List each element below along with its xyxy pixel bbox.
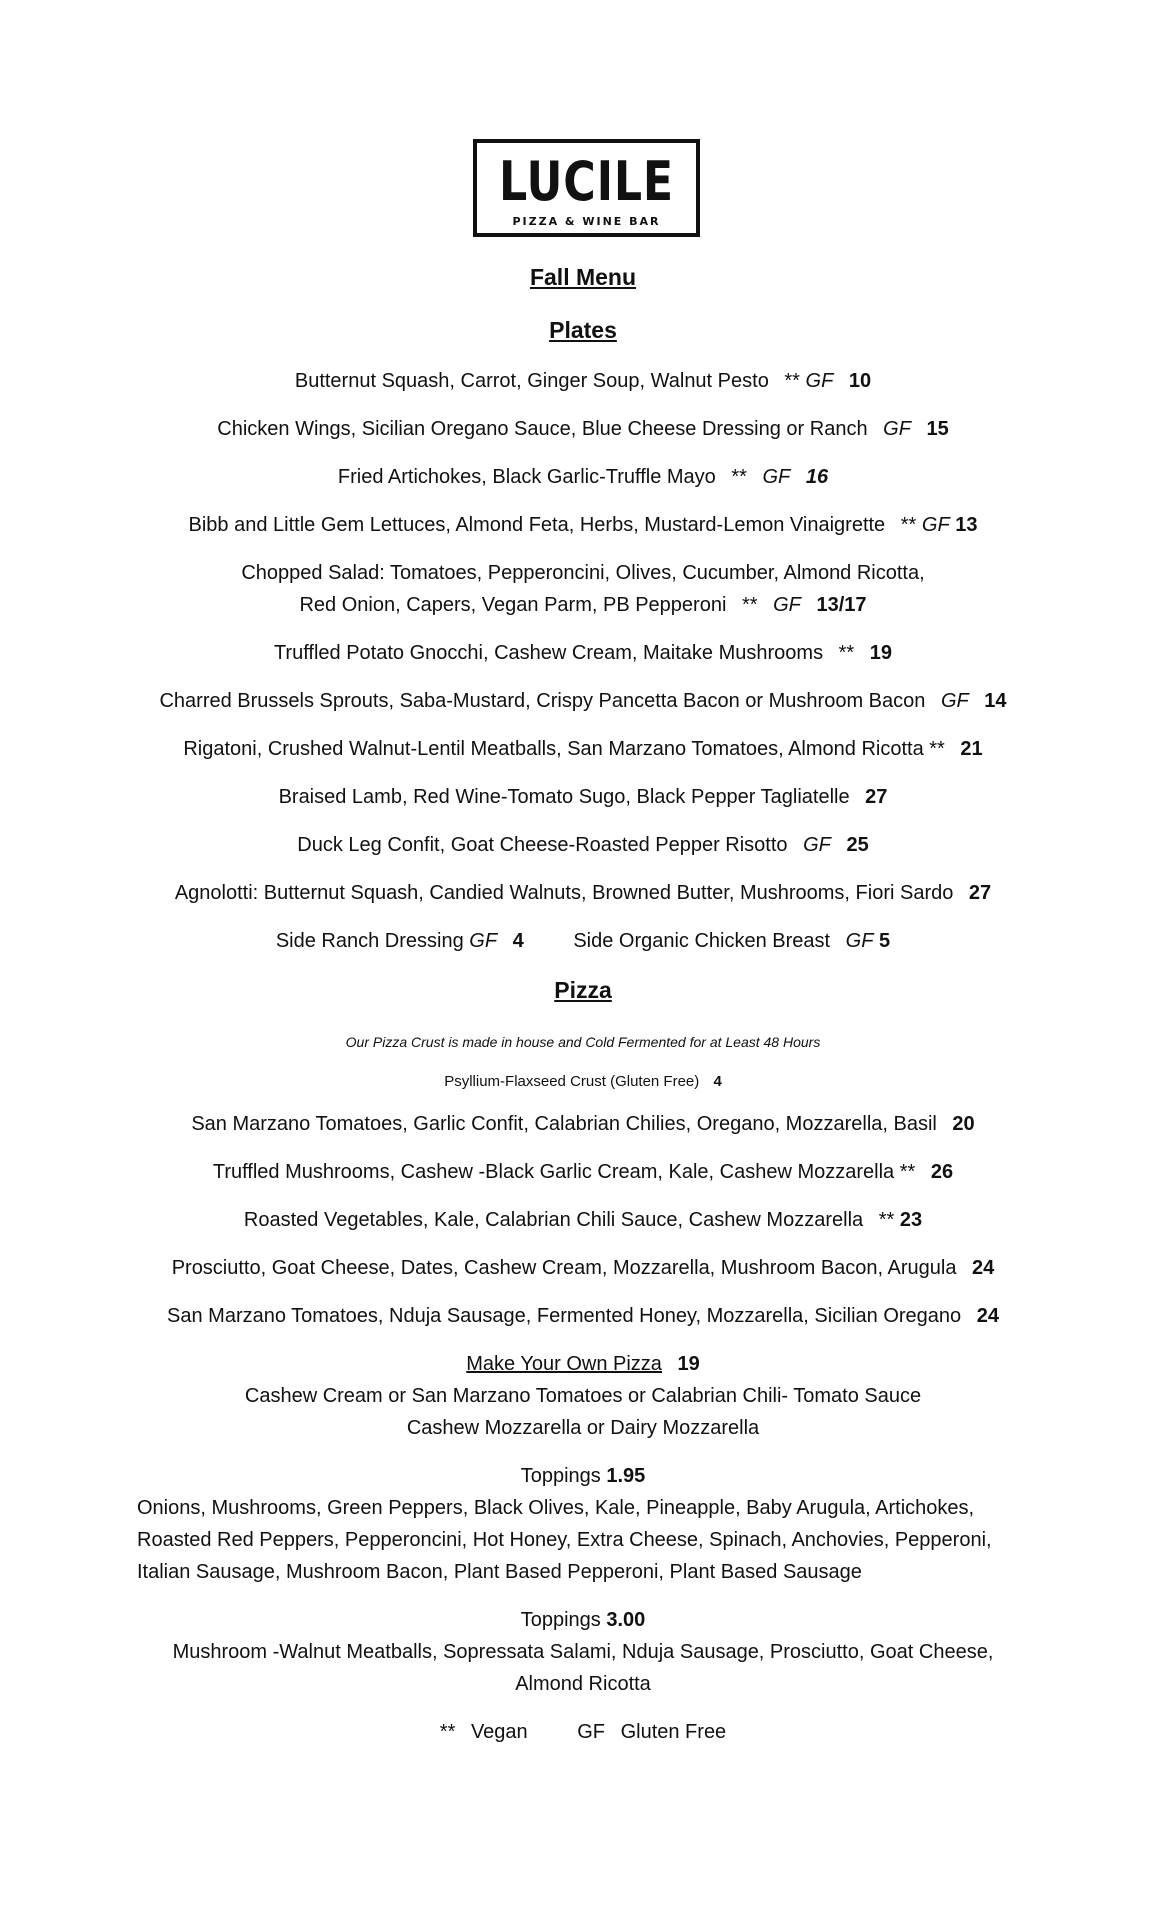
gf-mark: GF: [803, 834, 831, 856]
item-name: Truffled Mushrooms, Cashew -Black Garlic Cream, Kale, Cashew Mozzarella: [212, 1161, 895, 1183]
toppings-tier-1-line: Roasted Red Peppers, Pepperoncini, Hot Honey, Extra Cheese, Spinach, Anchovies, Pepperoni,: [137, 1529, 992, 1551]
side-price: 5: [879, 930, 891, 952]
vegan-mark: **: [929, 738, 945, 760]
item-price: 14: [984, 690, 1007, 712]
plate-item: [0, 465, 1166, 489]
toppings-price: 3.00: [606, 1609, 646, 1631]
gf-mark: GF: [845, 930, 874, 952]
item-price: 16: [805, 466, 829, 488]
item-price: 19: [869, 642, 893, 664]
vegan-mark: **: [900, 514, 917, 536]
item-name: Chicken Wings, Sicilian Oregano Sauce, Blue Cheese Dressing or Ranch: [217, 418, 868, 440]
plate-item: [0, 641, 1166, 665]
plate-item-line1: [0, 561, 1166, 585]
item-price: 20: [952, 1113, 975, 1135]
pizza-item: [0, 1256, 1166, 1280]
vegan-mark: **: [838, 642, 855, 664]
vegan-mark: **: [784, 370, 800, 392]
item-name: Butternut Squash, Carrot, Ginger Soup, Walnut Pesto: [294, 370, 769, 392]
sides-row: [0, 929, 1166, 953]
plate-item: [0, 369, 1166, 393]
side-name: Side Ranch Dressing: [275, 930, 464, 952]
plate-item: [0, 737, 1166, 761]
logo-name: LUCILE: [499, 150, 674, 213]
make-your-own-title: [0, 1352, 1166, 1376]
item-name: Truffled Potato Gnocchi, Cashew Cream, Maitake Mushrooms: [273, 642, 824, 664]
toppings-tier-1-line: Onions, Mushrooms, Green Peppers, Black Olives, Kale, Pineapple, Baby Arugula, Artichokes,: [137, 1497, 975, 1519]
item-name: San Marzano Tomatoes, Nduja Sausage, Fermented Honey, Mozzarella, Sicilian Oregano: [167, 1305, 962, 1327]
make-your-own-label: Make Your Own Pizza: [466, 1353, 662, 1375]
gf-mark: GF: [773, 594, 801, 616]
plate-item: [0, 513, 1166, 537]
item-name: Braised Lamb, Red Wine-Tomato Sugo, Black Pepper Tagliatelle: [278, 786, 850, 808]
vegan-mark: **: [899, 1161, 916, 1183]
item-price: 13/17: [816, 594, 867, 616]
toppings-tier-1-line: Italian Sausage, Mushroom Bacon, Plant Based Pepperoni, Plant Based Sausage: [137, 1561, 862, 1583]
pizza-heading: Pizza: [554, 977, 612, 1003]
pizza-item: [0, 1208, 1166, 1232]
plate-item: [0, 833, 1166, 857]
item-name: Prosciutto, Goat Cheese, Dates, Cashew Cream, Mozzarella, Mushroom Bacon, Arugula: [171, 1257, 957, 1279]
item-name: Red Onion, Capers, Vegan Parm, PB Pepperoni: [299, 594, 727, 616]
toppings-tier-2-header: [0, 1608, 1166, 1632]
pizza-crust-note: Our Pizza Crust is made in house and Cold Fermented for at Least 48 Hours: [345, 1034, 821, 1050]
toppings-tier-2-line: Mushroom -Walnut Meatballs, Sopressata Salami, Nduja Sausage, Prosciutto, Goat Cheese,: [172, 1641, 994, 1663]
crust-name: Psyllium-Flaxseed Crust (Gluten Free): [444, 1073, 700, 1090]
plate-item: [0, 881, 1166, 905]
gf-symbol: GF: [577, 1721, 606, 1743]
item-price: 25: [846, 834, 869, 856]
plates-heading: Plates: [549, 317, 617, 343]
gf-mark: GF: [883, 418, 911, 440]
logo-subtitle: PIZZA & WINE BAR: [512, 215, 661, 228]
item-name: Rigatoni, Crushed Walnut-Lentil Meatballs, San Marzano Tomatoes, Almond Ricotta: [183, 738, 924, 760]
gf-mark: GF: [921, 514, 950, 536]
plate-item: [0, 785, 1166, 809]
item-name: Duck Leg Confit, Goat Cheese-Roasted Pepper Risotto: [297, 834, 788, 856]
item-name: San Marzano Tomatoes, Garlic Confit, Calabrian Chilies, Oregano, Mozzarella, Basil: [191, 1113, 937, 1135]
vegan-mark: **: [878, 1209, 895, 1231]
toppings-label: Toppings: [520, 1609, 601, 1631]
plate-item-line2: [0, 593, 1166, 617]
vegan-label: Vegan: [470, 1721, 528, 1743]
item-price: 13: [955, 514, 978, 536]
item-price: 21: [960, 738, 983, 760]
item-name: Fried Artichokes, Black Garlic-Truffle Mayo: [337, 466, 716, 488]
item-price: 15: [926, 418, 949, 440]
gf-mark: GF: [805, 370, 834, 392]
gluten-free-crust: [0, 1070, 1166, 1094]
menu-title: Fall Menu: [529, 264, 637, 290]
toppings-price: 1.95: [606, 1465, 646, 1487]
item-name: Agnolotti: Butternut Squash, Candied Walnuts, Browned Butter, Mushrooms, Fiori Sardo: [174, 882, 954, 904]
legend: [0, 1720, 1166, 1744]
make-your-own-price: 19: [677, 1353, 700, 1375]
toppings-label: Toppings: [520, 1465, 601, 1487]
plate-item: [0, 417, 1166, 441]
gf-mark: GF: [762, 466, 791, 488]
vegan-symbol: **: [439, 1721, 456, 1743]
pizza-item: [0, 1304, 1166, 1328]
make-your-own-sauces: Cashew Cream or San Marzano Tomatoes or Calabrian Chili- Tomato Sauce: [244, 1385, 922, 1407]
vegan-mark: **: [741, 594, 758, 616]
item-price: 23: [899, 1209, 923, 1231]
toppings-tier-2-line: Almond Ricotta: [515, 1673, 651, 1695]
item-name: Chopped Salad: Tomatoes, Pepperoncini, Olives, Cucumber, Almond Ricotta,: [241, 562, 925, 584]
make-your-own-cheeses: Cashew Mozzarella or Dairy Mozzarella: [406, 1417, 760, 1439]
crust-price: 4: [713, 1073, 722, 1090]
gf-mark: GF: [940, 690, 969, 712]
plate-item: [0, 689, 1166, 713]
gf-mark: GF: [469, 930, 498, 952]
item-price: 27: [968, 882, 992, 904]
item-price: 24: [972, 1257, 995, 1279]
gf-label: Gluten Free: [620, 1721, 727, 1743]
item-price: 26: [930, 1161, 954, 1183]
toppings-tier-1-header: [0, 1464, 1166, 1488]
restaurant-logo: [473, 139, 700, 237]
side-price: 4: [512, 930, 524, 952]
item-price: 24: [976, 1305, 999, 1327]
item-name: Charred Brussels Sprouts, Saba-Mustard, Crispy Pancetta Bacon or Mushroom Bacon: [159, 690, 926, 712]
pizza-item: [0, 1160, 1166, 1184]
item-price: 10: [848, 370, 872, 392]
item-name: Roasted Vegetables, Kale, Calabrian Chili Sauce, Cashew Mozzarella: [243, 1209, 864, 1231]
pizza-item: [0, 1112, 1166, 1136]
item-price: 27: [865, 786, 888, 808]
item-name: Bibb and Little Gem Lettuces, Almond Feta, Herbs, Mustard-Lemon Vinaigrette: [188, 514, 886, 536]
vegan-mark: **: [731, 466, 747, 488]
side-name: Side Organic Chicken Breast: [573, 930, 831, 952]
